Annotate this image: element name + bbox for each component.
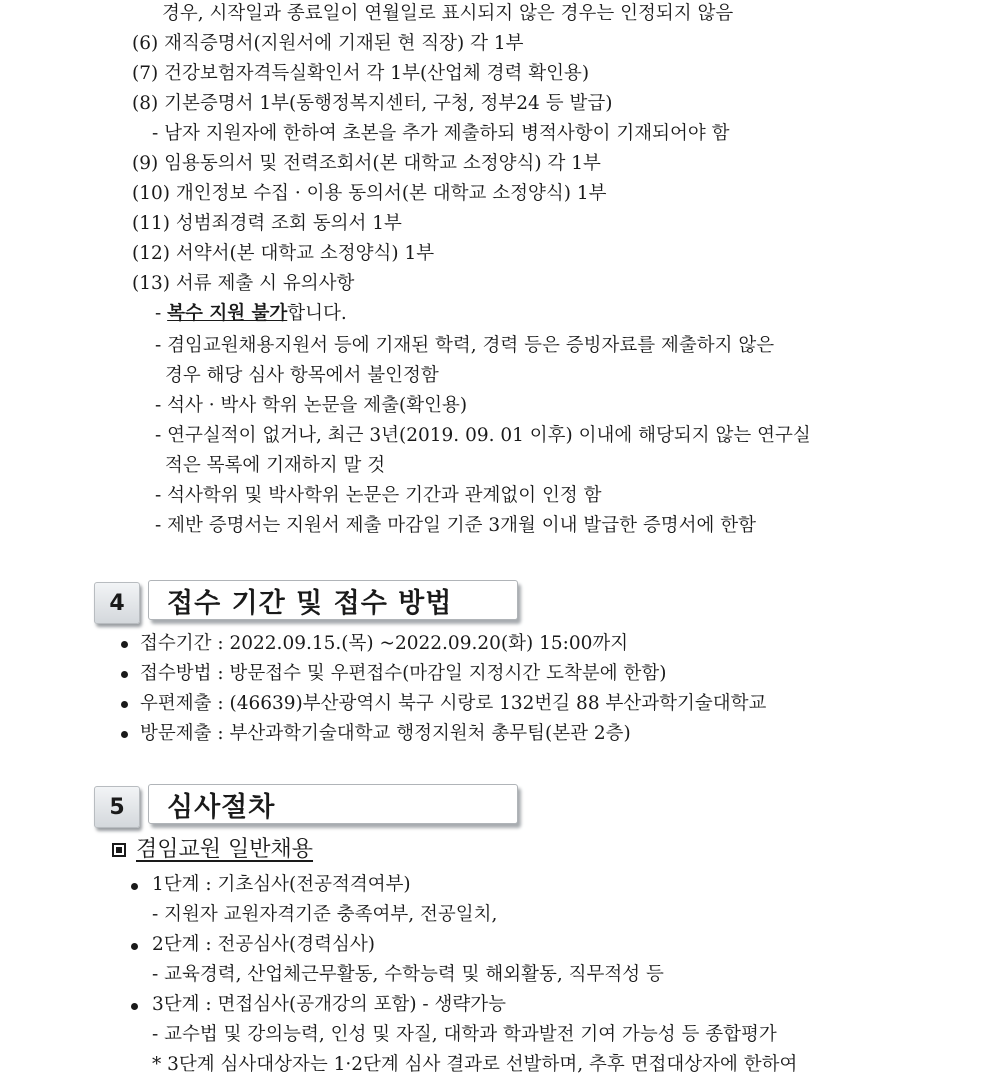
bullet-icon (131, 1003, 138, 1010)
list-item: (10) 개인정보 수집 · 이용 동의서(본 대학교 소정양식) 1부 (132, 183, 607, 204)
list-item: (11) 성범죄경력 조회 동의서 1부 (132, 213, 402, 234)
list-item: (6) 재직증명서(지원서에 기재된 현 직장) 각 1부 (132, 33, 524, 54)
stage-label: 2단계 : 전공심사(경력심사) (152, 934, 375, 955)
info-item: 접수방법 : 방문접수 및 우편접수(마감일 지정시간 도착분에 한함) (140, 663, 667, 684)
note-line: - 석사학위 및 박사학위 논문은 기간과 관계없이 인정 함 (155, 485, 602, 506)
note-line: - 겸임교원채용지원서 등에 기재된 학력, 경력 등은 증빙자료를 제출하지 않은 (155, 335, 775, 356)
note-no-multiple-application (155, 302, 347, 326)
note-prefix: - (155, 303, 168, 324)
subheading (112, 836, 313, 864)
stage-label: 3단계 : 면접심사(공개강의 포함) - 생략가능 (152, 994, 507, 1015)
bullet-icon (121, 671, 128, 678)
info-item: 우편제출 : (46639)부산광역시 북구 시랑로 132번길 88 부산과학기술대학교 (140, 693, 767, 714)
bullet-icon (121, 701, 128, 708)
note-line: 적은 목록에 기재하지 말 것 (165, 455, 386, 476)
list-subitem: - 남자 지원자에 한하여 초본을 추가 제출하되 병적사항이 기재되어야 함 (152, 123, 730, 144)
square-bullet-icon (112, 843, 126, 857)
bullet-icon (121, 641, 128, 648)
list-item: (13) 서류 제출 시 유의사항 (132, 273, 355, 294)
footnote: * 3단계 심사대상자는 1·2단계 심사 결과로 선발하며, 추후 면접대상자에 한하여 (152, 1054, 798, 1075)
section-title: 심사절차 (148, 784, 518, 824)
section-number: 5 (94, 786, 140, 828)
info-item: 접수기간 : 2022.09.15.(목) ~2022.09.20(화) 15:00까지 (140, 633, 629, 654)
note-line: 경우 해당 심사 항목에서 불인정함 (165, 365, 439, 386)
section-number: 4 (94, 582, 140, 624)
bullet-icon (121, 731, 128, 738)
note-line: - 연구실적이 없거나, 최근 3년(2019. 09. 01 이후) 이내에 해당되지 않는 연구실 (155, 425, 811, 446)
note-line: - 석사 · 박사 학위 논문을 제출(확인용) (155, 395, 468, 416)
note-line: - 제반 증명서는 지원서 제출 마감일 기준 3개월 이내 발급한 증명서에 한함 (155, 515, 756, 536)
note-emphasis: 복수 지원 불가 (167, 303, 288, 324)
bullet-icon (131, 943, 138, 950)
stage-detail: - 교육경력, 산업체근무활동, 수학능력 및 해외활동, 직무적성 등 (152, 964, 664, 985)
note-suffix: 합니다. (287, 303, 347, 324)
subheading-text: 겸임교원 일반채용 (136, 837, 314, 862)
list-item: (12) 서약서(본 대학교 소정양식) 1부 (132, 243, 435, 264)
stage-detail: - 지원자 교원자격기준 충족여부, 전공일치, (152, 904, 498, 925)
list-item: (8) 기본증명서 1부(동행정복지센터, 구청, 정부24 등 발급) (132, 93, 613, 114)
stage-label: 1단계 : 기초심사(전공적격여부) (152, 874, 411, 895)
list-item: (9) 임용동의서 및 전력조회서(본 대학교 소정양식) 각 1부 (132, 153, 601, 174)
list-item: (7) 건강보험자격득실확인서 각 1부(산업체 경력 확인용) (132, 63, 590, 84)
info-item: 방문제출 : 부산과학기술대학교 행정지원처 총무팀(본관 2층) (140, 723, 631, 744)
stage-detail: - 교수법 및 강의능력, 인성 및 자질, 대학과 학과발전 기여 가능성 등 종합평가 (152, 1024, 777, 1045)
bullet-icon (131, 883, 138, 890)
continuation-line: 경우, 시작일과 종료일이 연월일로 표시되지 않은 경우는 인정되지 않음 (162, 3, 734, 24)
section-title: 접수 기간 및 접수 방법 (148, 580, 518, 620)
